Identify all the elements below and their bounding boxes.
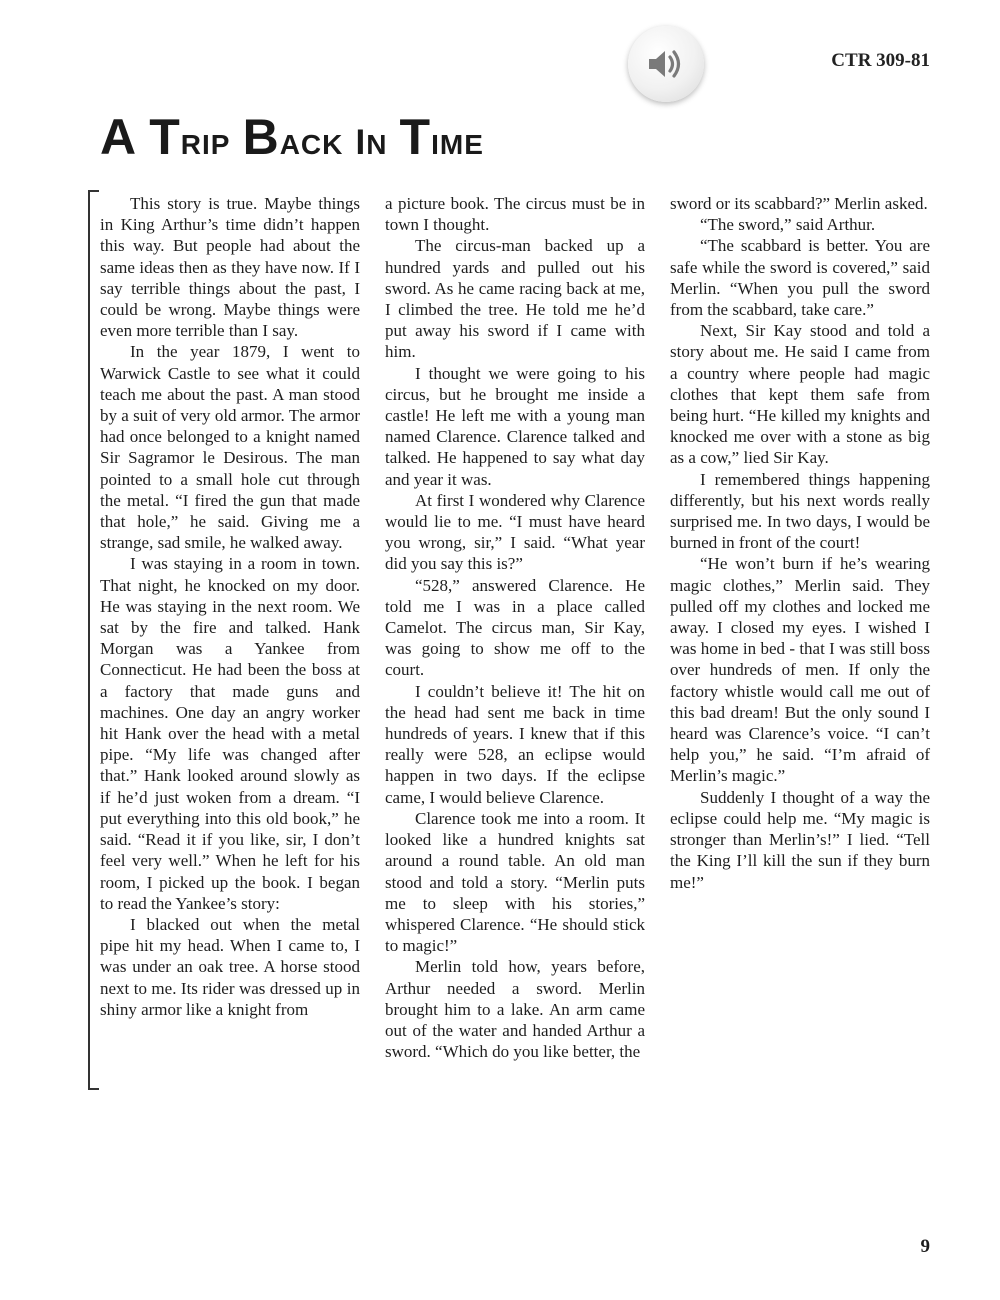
paragraph: In the year 1879, I went to Warwick Castle to see what it could teach me about the past. A man stood by a suit of very old armor. The armor had once belonged to a knight named Sir Sagramor le Desirous. The man pointed to a small hole cut through the metal. “I fired the gun that made that hole,” he said. Giving me a strange, sad smile, he walked away. — [100, 342, 360, 553]
paragraph: a picture book. The circus must be in town I thought. — [385, 194, 645, 235]
paragraph: “The scabbard is better. You are safe while the sword is covered,” said Merlin. “When you pull the sword from the scabbard, take care.” — [670, 236, 930, 320]
text-column-3 — [670, 193, 930, 893]
page-title — [100, 108, 484, 166]
paragraph: sword or its scabbard?” Merlin asked. — [670, 194, 928, 213]
text-column-2 — [385, 193, 645, 1062]
speaker-icon — [646, 47, 686, 81]
text-column-1 — [100, 193, 360, 1020]
paragraph: I remembered things happening differently, but his next words really surprised me. In two days, I would be burned in front of the court! — [670, 469, 930, 553]
page-number: 9 — [920, 1236, 930, 1257]
audio-play-button[interactable] — [628, 26, 704, 102]
intro-bracket — [88, 190, 99, 1090]
paragraph: Next, Sir Kay stood and told a story about me. He said I came from a country where people had magic clothes that kept them safe from being hurt. “He killed my knights and knocked me over with a stone as big as a cow,” lied Sir Kay. — [670, 321, 930, 468]
paragraph: At first I wondered why Clarence would lie to me. “I must have heard you wrong, sir,” I said. “What year did you say this is?” — [385, 490, 645, 574]
document-code: CTR 309-81 — [831, 50, 930, 71]
paragraph: I was staying in a room in town. That night, he knocked on my door. He was staying in the next room. We sat by the fire and talked. Hank Morgan was a Yankee from Connecticut. He had been the boss at a factory that made guns and machines. One day an angry worker hit Hank over the head with a metal pipe. “My life was changed after that.” Hank looked around slowly as if he’d just woken from a dream. “I put everything into this old book,” he said. “Read it if you like, sir, I don’t feel very well.” When he left for his room, I picked up the book. I began to read the Yankee’s story: — [100, 554, 360, 913]
paragraph: Suddenly I thought of a way the eclipse could help me. “My magic is stronger than Merlin’s!” I lied. “Tell the King I’ll kill the sun if they burn me!” — [670, 787, 930, 892]
paragraph: “He won’t burn if he’s wearing magic clothes,” Merlin said. They pulled off my clothes and locked me away. I closed my eyes. I wished I was home in bed - that I was still boss over hundreds of men. If only the factory whistle would call me out of this bad dream! But the only sound I heard was Clarence’s voice. “I can’t help you,” he said. “I’m afraid of Merlin’s magic.” — [670, 554, 930, 786]
paragraph: Merlin told how, years before, Arthur needed a sword. Merlin brought him to a lake. An arm came out of the water and handed Arthur a sword. “Which do you like better, the — [385, 957, 645, 1062]
page-title-text: A Trip Back in Time — [100, 109, 484, 165]
paragraph: Clarence took me into a room. It looked like a hundred knights sat around a round table. An old man stood and told a story. “Merlin puts me to sleep with his stories,” whispered Clarence. “He should stick to magic!” — [385, 808, 645, 956]
paragraph: “528,” answered Clarence. He told me I was in a place called Camelot. The circus man, Sir Kay, was going to show me off to the court. — [385, 575, 645, 680]
paragraph: I blacked out when the metal pipe hit my head. When I came to, I was under an oak tree. A horse stood next to me. Its rider was dressed up in shiny armor like a knight from — [100, 914, 360, 1019]
paragraph: I thought we were going to his circus, but he brought me inside a castle! He left me with a young man named Clarence. Clarence talked and talked. He happened to say what day and year it was. — [385, 363, 645, 489]
paragraph: This story is true. Maybe things in King Arthur’s time didn’t happen this way. But people had about the same ideas then as they have now. If I say terrible things about the past, I could be wrong. Maybe things were even more terrible than I say. — [100, 194, 360, 341]
paragraph: I couldn’t believe it! The hit on the head had sent me back in time hundreds of years. I knew that if this really were 528, an eclipse would happen in two days. If the eclipse came, I would believe Clarence. — [385, 681, 645, 807]
paragraph: “The sword,” said Arthur. — [700, 215, 876, 235]
paragraph: The circus-man backed up a hundred yards and pulled out his sword. As he came racing back at me, I climbed the tree. He told me he’d put away his sword if I came with him. — [385, 236, 645, 362]
